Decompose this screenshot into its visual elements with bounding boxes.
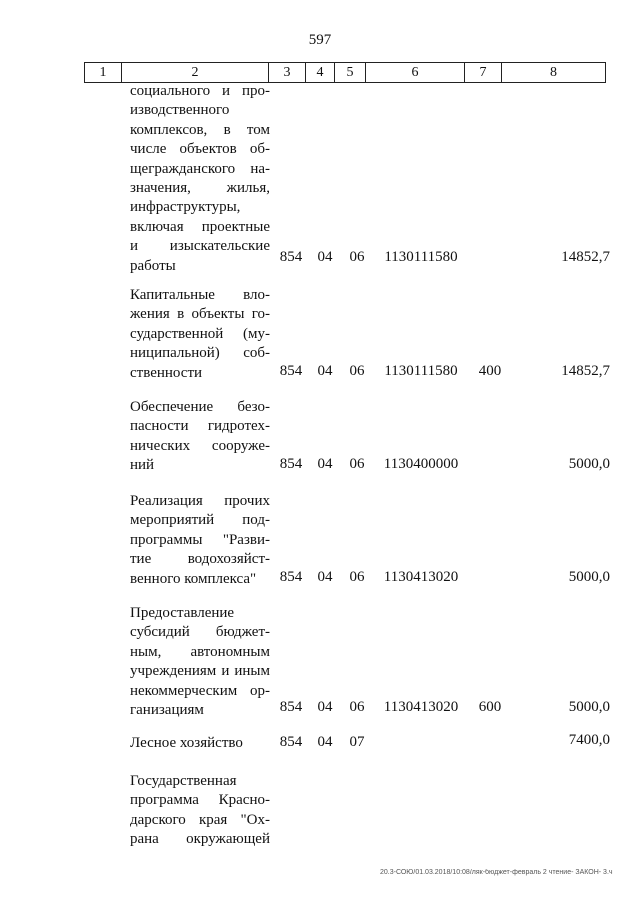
description-line: сударственной (му- xyxy=(130,325,270,342)
column-header: 4 xyxy=(306,63,335,83)
cell-amount: 7400,0 xyxy=(568,732,610,748)
cell-amount: 14852,7 xyxy=(561,363,610,379)
description-line: и изыскательские xyxy=(130,238,270,255)
cell-pr: 06 xyxy=(349,363,365,379)
cell-rz: 04 xyxy=(317,734,333,750)
row-description xyxy=(130,604,270,720)
description-line: Государственная xyxy=(130,773,237,789)
column-header-table xyxy=(84,62,606,83)
description-line: щегражданского на- xyxy=(130,160,270,177)
description-line: инфраструктуры, xyxy=(130,199,241,216)
cell-ved: 854 xyxy=(279,699,303,715)
description-line: работы xyxy=(130,257,176,274)
description-line: ганизациям xyxy=(130,702,204,719)
description-line: некоммерческим ор- xyxy=(130,682,270,699)
cell-pr: 06 xyxy=(349,456,365,472)
description-line: учреждениям и иным xyxy=(130,663,270,680)
description-line: Предоставление xyxy=(130,605,235,621)
description-line: мероприятий под- xyxy=(130,512,270,529)
cell-ved: 854 xyxy=(279,734,303,750)
cell-csr: 1130413020 xyxy=(383,699,459,715)
page-number: 597 xyxy=(308,32,332,48)
cell-csr: 1130111580 xyxy=(384,363,458,379)
description-line: рана окружающей xyxy=(130,831,270,848)
cell-pr: 06 xyxy=(349,249,365,265)
cell-csr: 1130400000 xyxy=(383,456,459,472)
description-line: пасности гидротех- xyxy=(130,418,270,435)
description-line: Капитальные вло- xyxy=(130,287,270,303)
cell-csr: 1130111580 xyxy=(384,249,458,265)
cell-pr: 07 xyxy=(349,734,365,750)
row-description xyxy=(130,82,270,276)
column-header: 7 xyxy=(465,63,502,83)
description-line: Обеспечение безо- xyxy=(130,399,270,415)
cell-vr: 400 xyxy=(478,363,502,379)
description-line: значения, жилья, xyxy=(130,180,270,197)
description-line: тие водохозяйст- xyxy=(130,551,270,568)
description-line: программы "Разви- xyxy=(130,531,270,548)
row-description xyxy=(130,286,270,383)
cell-rz: 04 xyxy=(317,249,333,265)
cell-rz: 04 xyxy=(317,363,333,379)
row-description xyxy=(130,772,270,850)
description-line: дарского края "Ох- xyxy=(130,811,270,828)
cell-pr: 06 xyxy=(349,699,365,715)
description-line: ниципальной) соб- xyxy=(130,345,270,362)
column-header: 6 xyxy=(366,63,465,83)
description-line: комплексов, в том xyxy=(130,121,270,138)
column-header: 1 xyxy=(85,63,122,83)
description-line: включая проектные xyxy=(130,218,270,235)
cell-amount: 5000,0 xyxy=(568,699,610,715)
cell-rz: 04 xyxy=(317,569,333,585)
cell-ved: 854 xyxy=(279,363,303,379)
cell-rz: 04 xyxy=(317,699,333,715)
description-line: программа Красно- xyxy=(130,792,270,809)
column-header: 8 xyxy=(502,63,606,83)
description-line: ным, автономным xyxy=(130,643,270,660)
description-line: ственности xyxy=(130,364,203,381)
description-line: венного комплекса" xyxy=(130,570,257,587)
description-line: социального и про- xyxy=(130,83,270,99)
cell-amount: 14852,7 xyxy=(561,249,610,265)
cell-ved: 854 xyxy=(279,569,303,585)
row-description xyxy=(130,734,270,753)
row-description xyxy=(130,492,270,589)
cell-amount: 5000,0 xyxy=(568,569,610,585)
cell-rz: 04 xyxy=(317,456,333,472)
description-line: жения в объекты го- xyxy=(130,306,270,323)
row-description xyxy=(130,398,270,476)
description-line: Реализация прочих xyxy=(130,493,270,509)
column-header-row xyxy=(85,63,606,83)
document-footer: 20.3-СОЮ/01.03.2018/10:08/ляк-бюджет-февраль 2 чтение- ЗАКОН- 3.ч xyxy=(380,869,613,876)
cell-ved: 854 xyxy=(279,249,303,265)
column-header: 2 xyxy=(122,63,269,83)
cell-vr: 600 xyxy=(478,699,502,715)
description-line: субсидий бюджет- xyxy=(130,624,270,641)
cell-csr: 1130413020 xyxy=(383,569,459,585)
description-line: нических сооруже- xyxy=(130,437,270,454)
cell-ved: 854 xyxy=(279,456,303,472)
cell-pr: 06 xyxy=(349,569,365,585)
description-line: изводственного xyxy=(130,102,230,119)
cell-amount: 5000,0 xyxy=(568,456,610,472)
description-line: ний xyxy=(130,457,155,474)
description-line: числе объектов об- xyxy=(130,141,270,158)
column-header: 3 xyxy=(269,63,306,83)
column-header: 5 xyxy=(335,63,366,83)
description-line: Лесное хозяйство xyxy=(130,735,243,751)
